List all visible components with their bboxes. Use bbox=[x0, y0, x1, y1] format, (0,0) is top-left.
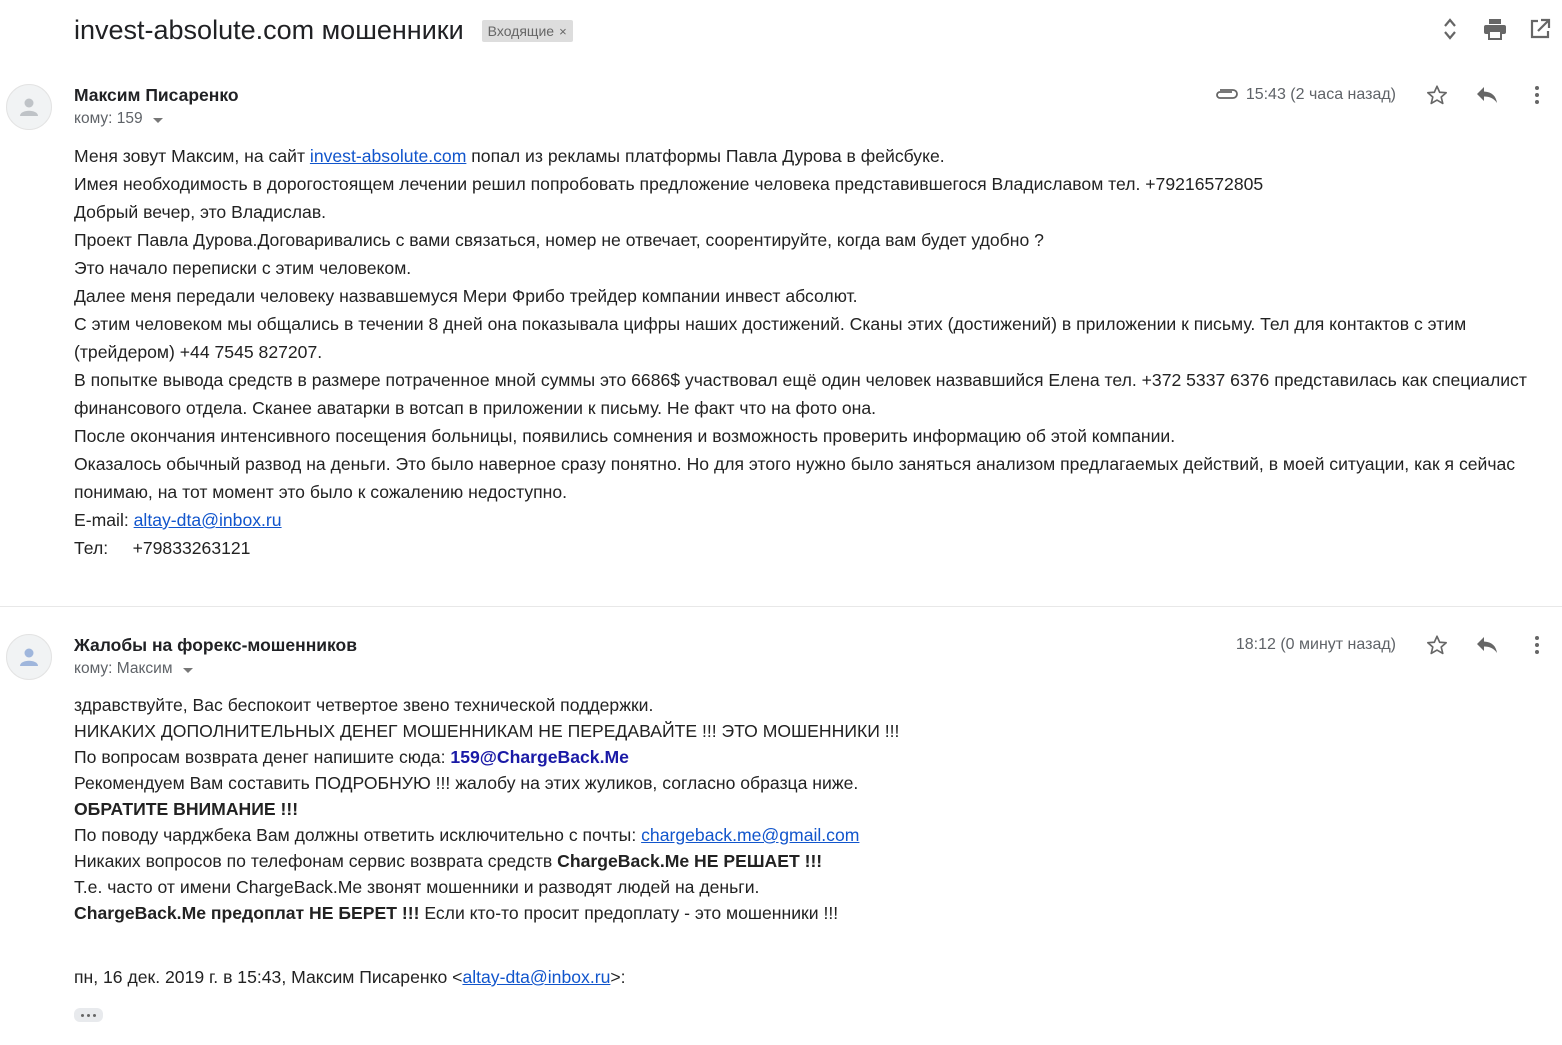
body-line: После окончания интенсивного посещения больницы, появились сомнения и возможность проверить информацию об этой компании. bbox=[74, 426, 1176, 446]
reply-icon[interactable] bbox=[1462, 630, 1512, 660]
quote-email-link[interactable]: altay-dta@inbox.ru bbox=[462, 967, 611, 987]
chevron-down-icon[interactable] bbox=[183, 668, 193, 673]
open-in-new-window-icon[interactable] bbox=[1517, 12, 1562, 46]
phone-line: Тел: +79833263121 bbox=[74, 538, 251, 558]
body-line: Проект Павла Дурова.Договаривались с вами связаться, номер не отвечает, соорентируйте, когда вам будет удобно ? bbox=[74, 230, 1044, 250]
body-line: НИКАКИХ ДОПОЛНИТЕЛЬНЫХ ДЕНЕГ МОШЕННИКАМ НЕ ПЕРЕДАВАЙТЕ !!! ЭТО МОШЕННИКИ !!! bbox=[74, 721, 900, 741]
body-line: Далее меня передали человеку назвавшемуся Мери Фрибо трейдер компании инвест абсолют. bbox=[74, 286, 858, 306]
body-line: Это начало переписки с этим человеком. bbox=[74, 258, 412, 278]
quote-header: пн, 16 дек. 2019 г. в 15:43, Максим Писаренко <altay-dta@inbox.ru>: bbox=[74, 967, 626, 987]
label-text: Входящие bbox=[487, 23, 555, 39]
body-line: Т.е. часто от имени ChargeBack.Me звонят мошенники и разводят людей на деньги. bbox=[74, 877, 760, 897]
expand-collapse-icon[interactable] bbox=[1427, 12, 1472, 46]
message-time[interactable]: 18:12 (0 минут назад) bbox=[1235, 636, 1396, 653]
default-avatar-icon bbox=[19, 647, 39, 667]
sender-avatar[interactable] bbox=[6, 84, 52, 130]
sender-avatar[interactable] bbox=[6, 634, 52, 680]
reply-icon[interactable] bbox=[1462, 80, 1512, 110]
body-line: Имея необходимость в дорогостоящем лечении решил попробовать предложение человека представившегося Владиславом тел. +79216572805 bbox=[74, 174, 1264, 194]
site-link[interactable]: invest-absolute.com bbox=[309, 146, 467, 166]
message-meta bbox=[1214, 80, 1562, 110]
more-options-icon[interactable] bbox=[1512, 80, 1562, 110]
attachment-icon bbox=[1214, 88, 1238, 102]
body-line: С этим человеком мы общались в течении 8 дней она показывала цифры наших достижений. Сканы этих (достижений) в приложении к письму. Тел для контактов с этим (трейдером) +44 7545 827207. bbox=[74, 314, 1467, 362]
support-email[interactable]: 159@ChargeBack.Me bbox=[450, 747, 629, 767]
recipient-text: кому: Максим bbox=[74, 660, 173, 677]
thread-subject: invest-absolute.com мошенники bbox=[74, 14, 464, 45]
body-line: Меня зовут Максим, на сайт invest-absolute.com попал из рекламы платформы Павла Дурова в фейсбуке. bbox=[74, 146, 945, 166]
star-icon[interactable] bbox=[1412, 630, 1462, 660]
message-body bbox=[74, 692, 1474, 926]
body-line: Оказалось обычный развод на деньги. Это было наверное сразу понятно. Но для этого нужно было заняться анализом предлагаемых действий, в моей ситуации, как я сейчас понимаю, на тот момент это было к сожалению недоступно. bbox=[74, 454, 1516, 502]
chevron-down-icon[interactable] bbox=[153, 118, 163, 123]
message-body bbox=[74, 142, 1549, 562]
body-line: здравствуйте, Вас беспокоит четвертое звено технической поддержки. bbox=[74, 695, 654, 715]
body-line: ChargeBack.Me предоплат НЕ БЕРЕТ !!! Если кто-то просит предоплату - это мошенники !!! bbox=[74, 903, 839, 923]
body-line: ОБРАТИТЕ ВНИМАНИЕ !!! bbox=[74, 799, 299, 819]
gmail-link[interactable]: chargeback.me@gmail.com bbox=[641, 825, 860, 845]
message-time[interactable]: 15:43 (2 часа назад) bbox=[1245, 86, 1396, 103]
sender-name[interactable]: Жалобы на форекс-мошенников bbox=[74, 635, 357, 655]
star-icon[interactable] bbox=[1412, 80, 1462, 110]
print-icon[interactable] bbox=[1472, 12, 1517, 46]
recipient-details[interactable] bbox=[74, 660, 193, 678]
show-trimmed-content-button[interactable] bbox=[74, 1008, 103, 1022]
thread-header bbox=[74, 10, 573, 50]
body-line: По вопросам возврата денег напишите сюда: 159@ChargeBack.Me bbox=[74, 747, 629, 767]
thread-toolbar bbox=[1427, 12, 1562, 46]
recipient-text: кому: 159 bbox=[74, 110, 143, 127]
body-line: По поводу чарджбека Вам должны ответить исключительно с почты: chargeback.me@gmail.com bbox=[74, 825, 860, 845]
default-avatar-icon bbox=[19, 97, 39, 117]
more-options-icon[interactable] bbox=[1512, 630, 1562, 660]
body-line: Никаких вопросов по телефонам сервис возврата средств ChargeBack.Me НЕ РЕШАЕТ !!! bbox=[74, 851, 823, 871]
recipient-details[interactable] bbox=[74, 110, 163, 128]
body-line: В попытке вывода средств в размере потраченное мной суммы это 6686$ участвовал ещё один человек назвавшийся Елена тел. +372 5337 6376 представилась как специалист финансового отдела. Сканее аватарки в вотсап в приложении к письму. Не факт что на фото она. bbox=[74, 370, 1527, 418]
body-line: Рекомендуем Вам составить ПОДРОБНУЮ !!! жалобу на этих жуликов, согласно образца ниже. bbox=[74, 773, 859, 793]
inbox-label-chip[interactable] bbox=[482, 20, 573, 42]
email-line: E-mail: altay-dta@inbox.ru bbox=[74, 510, 282, 530]
remove-label-button[interactable]: × bbox=[559, 23, 567, 39]
email-link[interactable]: altay-dta@inbox.ru bbox=[133, 510, 282, 530]
body-line: Добрый вечер, это Владислав. bbox=[74, 202, 327, 222]
message-meta bbox=[1236, 630, 1562, 660]
sender-name[interactable]: Максим Писаренко bbox=[74, 85, 239, 105]
message-divider bbox=[0, 606, 1562, 607]
